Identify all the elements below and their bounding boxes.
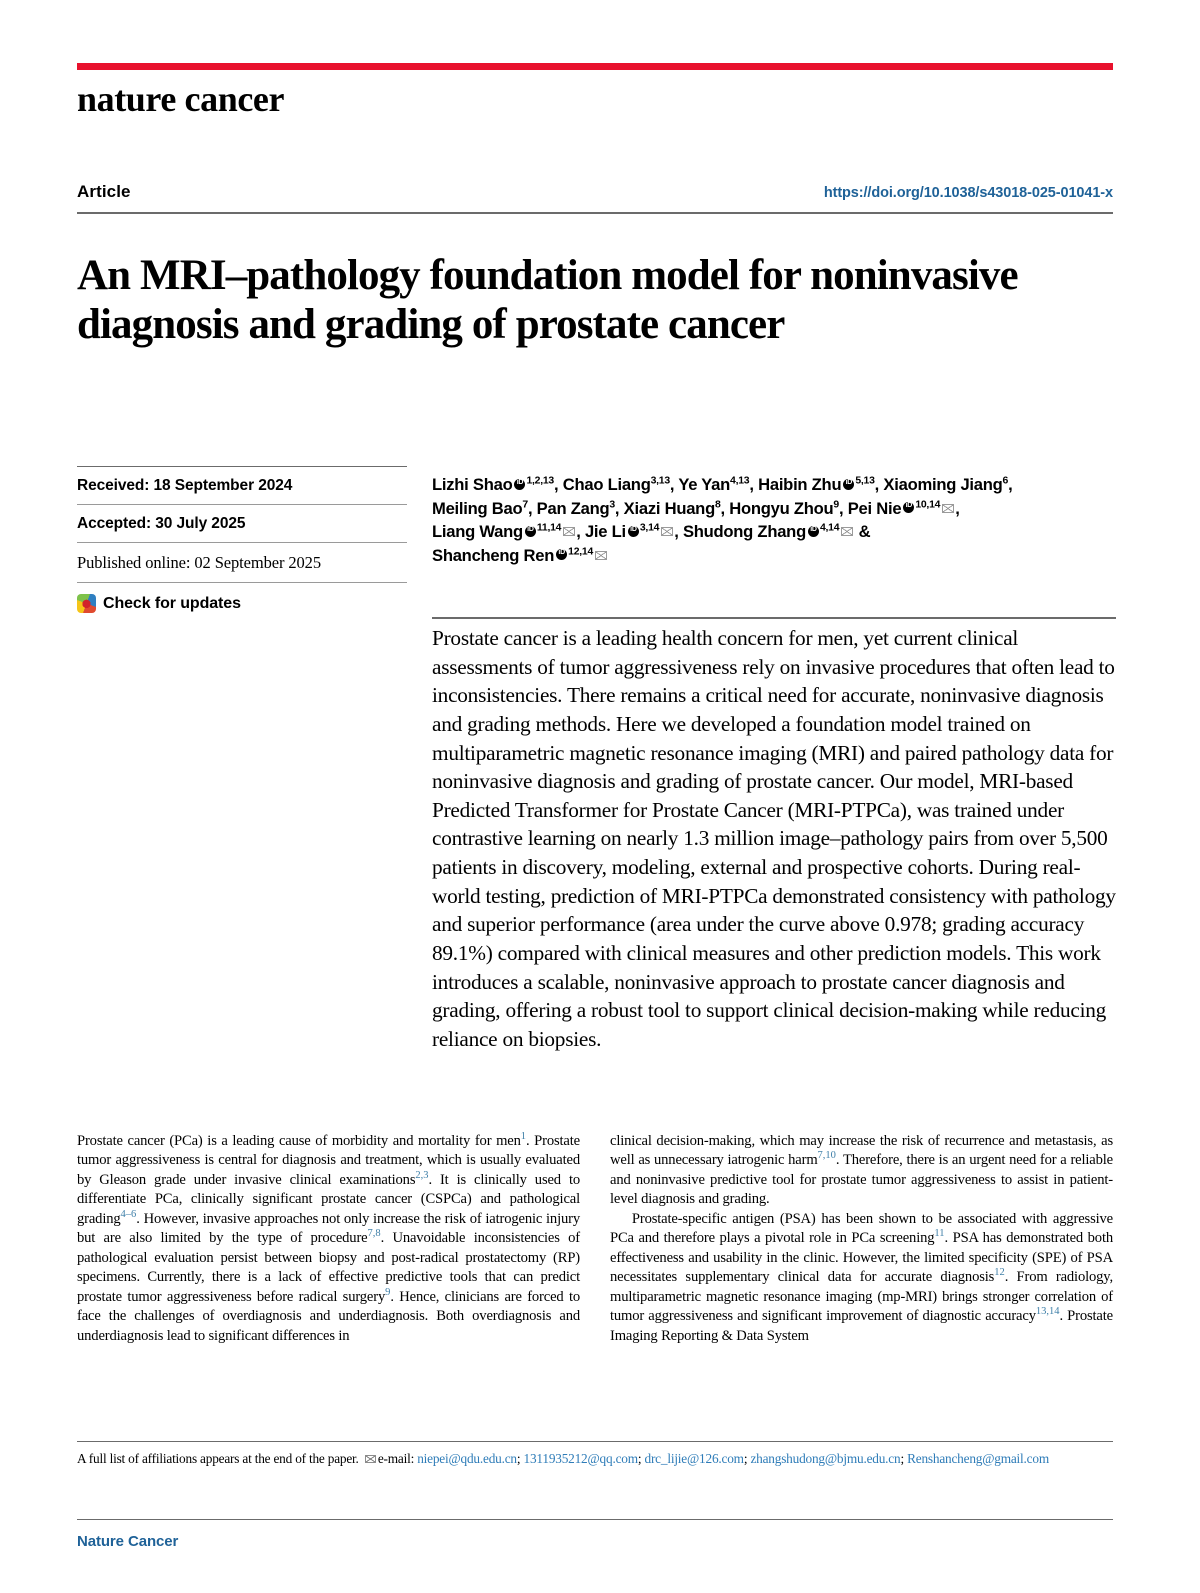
author-name: Hongyu Zhou [729, 498, 834, 518]
citation-reference[interactable]: 11 [934, 1228, 945, 1240]
affiliation-marker: 4,14 [819, 522, 840, 534]
author-name: Jie Li [584, 522, 626, 542]
body-paragraph: Prostate-specific antigen (PSA) has been shown to be associated with aggressive PCa and therefore plays a pivotal role in PCa screening$^{11}$. PSA has demonstrated both effectiveness and usability in the clinic. However, the limited specificity (SPE) of PSA necessitates supplementary clinical data for accurate diagnosis$^{12}$. From radiology, multiparametric magnetic resonance imaging (mp-MRI) brings stronger correlation of tumor aggressiveness and significant improvement of diagnostic accuracy$^{13,14}$. Prostate Imaging Reporting & Data System [610, 1210, 1114, 1344]
orcid-icon[interactable] [808, 526, 819, 537]
publication-history [77, 466, 407, 613]
body-paragraph: Prostate cancer (PCa) is a leading cause of morbidity and mortality for men$^1$. Prostate tumor aggressiveness is central for diagnosis and treatment, which is usually evaluated by Gleason grade under invasive clinical examinations$^{2,3}$. It is clinically used to differentiate PCa, clinically significant prostate cancer (CSPCa) and pathological grading$^{4-6}$. However, invasive approaches not only increase the risk of iatrogenic injury but are also limited by the type of procedure$^{7,8}$. Unavoidable inconsistencies of pathological evaluation persist between biopsy and post-radical prostatectomy (RP) specimens. Currently, there is a lack of effective predictive tools that can predict prostate tumor aggressiveness before radical surgery$^9$. Hence, clinicians are forced to face the challenges of overdiagnosis and underdiagnosis. Both overdiagnosis and underdiagnosis lead to significant differences in [77, 1131, 581, 1344]
citation-reference[interactable]: 13,14 [1035, 1306, 1060, 1318]
article-doi-row [77, 182, 1113, 202]
affiliation-marker: 11,14 [536, 522, 562, 534]
affiliation-marker: 10,14 [915, 499, 941, 511]
affiliation-marker: 6 [1002, 475, 1009, 487]
envelope-icon[interactable] [595, 551, 607, 560]
author-list [432, 473, 1116, 567]
journal-footer-name: Nature Cancer [77, 1533, 179, 1550]
orcid-icon[interactable] [628, 526, 639, 537]
crossmark-icon [77, 594, 96, 613]
citation-reference[interactable]: 12 [994, 1267, 1005, 1279]
check-for-updates-button[interactable] [77, 583, 407, 613]
abstract-divider [432, 617, 1116, 619]
envelope-icon[interactable] [563, 527, 575, 536]
accepted-date: Accepted: 30 July 2025 [77, 515, 246, 532]
published-date: Published online: 02 September 2025 [77, 553, 321, 572]
envelope-icon[interactable] [942, 504, 954, 513]
envelope-icon [365, 1455, 376, 1463]
doi-link[interactable]: https://doi.org/10.1038/s43018-025-01041-x [823, 185, 1113, 201]
affiliation-marker: 5,13 [855, 475, 875, 487]
author-line: Meiling Bao$^7$, Pan Zang$^3$, Xiazi Huang$^8$, Hongyu Zhou$^9$, Pei Nie iD $^{10,14}$ , [432, 497, 1116, 521]
author-name: Ye Yan [678, 475, 731, 494]
envelope-icon[interactable] [661, 527, 673, 536]
author-name: Xiaoming Jiang [883, 475, 1003, 494]
citation-reference[interactable]: 1 [520, 1131, 526, 1143]
affiliation-marker: 4,13 [730, 475, 750, 487]
author-name: Shancheng Ren [432, 545, 555, 565]
footer-divider [77, 1441, 1113, 1442]
author-name: Liang Wang [432, 522, 523, 542]
citation-reference[interactable]: 7,10 [817, 1150, 836, 1162]
orcid-icon[interactable] [514, 479, 525, 490]
email-link[interactable]: niepei@qdu.edu.cn [417, 1451, 517, 1466]
author-line [432, 544, 1116, 568]
author-name: Shudong Zhang [682, 522, 806, 542]
email-link[interactable]: zhangshudong@bjmu.edu.cn [750, 1451, 901, 1466]
bottom-divider [77, 1519, 1113, 1520]
header-divider [77, 212, 1113, 214]
author-name: Chao Liang [562, 475, 651, 494]
received-date: Received: 18 September 2024 [77, 477, 293, 494]
email-label: e-mail: [377, 1451, 418, 1466]
body-columns [77, 1132, 1114, 1346]
citation-reference[interactable]: 9 [385, 1286, 391, 1298]
nature-red-bar [77, 63, 1113, 70]
author-name: Pei Nie [847, 498, 902, 518]
author-name: Pan Zang [536, 498, 610, 518]
author-name: Meiling Bao [432, 498, 523, 518]
email-link[interactable]: 1311935212@qq.com [523, 1451, 638, 1466]
abstract-text: Prostate cancer is a leading health concern for men, yet current clinical assessments of tumor aggressiveness rely on invasive procedures that often lead to inconsistencies. There remains a critical need for accurate, noninvasive diagnosis and grading methods. Here we developed a foundation model trained on multiparametric magnetic resonance imaging (MRI) and paired pathology data for noninvasive diagnosis and grading of prostate cancer. Our model, MRI-based Predicted Transformer for Prostate Cancer (MRI-PTPCa), was trained under contrastive learning on nearly 1.3 million image–pathology pairs from over 5,500 patients in discovery, modeling, external and prospective cohorts. During real-world testing, prediction of MRI-PTPCa demonstrated consistency with pathology and superior performance (area under the curve above 0.978; grading accuracy 89.1%) compared with clinical measures and other prediction models. This work introduces a scalable, noninvasive approach to prostate cancer diagnosis and grading, offering a robust tool to support clinical decision-making while reducing reliance on biopsies. [432, 626, 1116, 1051]
author-line: Lizhi Shao iD $^{1,2,13}$, Chao Liang$^{3,13}$, Ye Yan$^{4,13}$, Haibin Zhu iD $^{5,13}$, Xiaoming Jiang$^6$, [432, 473, 1116, 497]
affiliation-marker: 1,2,13 [526, 475, 554, 487]
orcid-icon[interactable] [903, 502, 914, 513]
page-title: An MRI–pathology foundation model for noninvasive diagnosis and grading of prostate cancer [77, 251, 1018, 348]
orcid-icon[interactable] [843, 479, 854, 490]
author-name: Lizhi Shao [432, 475, 513, 494]
orcid-icon[interactable] [556, 549, 567, 560]
affiliation-marker: 12,14 [568, 546, 594, 558]
body-column-right [610, 1132, 1113, 1346]
affiliation-marker: 3 [609, 499, 615, 511]
affiliation-marker: 8 [714, 499, 721, 511]
body-column-left [77, 1132, 580, 1346]
citation-reference[interactable]: 7,8 [367, 1228, 381, 1240]
email-link[interactable]: drc_lijie@126.com [644, 1451, 744, 1466]
affiliation-marker: 3,14 [639, 522, 660, 534]
affiliations-note: A full list of affiliations appears at the end of the paper. [77, 1451, 362, 1466]
affiliation-marker: 3,13 [650, 475, 670, 487]
citation-reference[interactable]: 2,3 [415, 1170, 429, 1182]
affiliation-marker: 9 [833, 499, 839, 511]
email-link[interactable]: Renshancheng@gmail.com [907, 1451, 1049, 1466]
affiliation-marker: 7 [522, 499, 528, 511]
affiliations-and-email: A full list of affiliations appears at the end of the paper. e-mail: niepei@qdu.edu.cn; 1311935212@qq.com; drc_lijie@126.com; zhangshudong@bjmu.edu.cn; Renshancheng@gmail.com [77, 1451, 1049, 1466]
author-line: Liang Wang iD $^{11,14}$ , Jie Li iD $^{3,14}$ , Shudong Zhang iD $^{4,14}$ & [432, 520, 1116, 544]
orcid-icon[interactable] [525, 526, 536, 537]
author-name: Xiazi Huang [623, 498, 715, 518]
author-name: Haibin Zhu [758, 475, 842, 494]
envelope-icon[interactable] [841, 527, 853, 536]
check-for-updates-label: Check for updates [103, 594, 241, 612]
article-type-label: Article [77, 182, 131, 201]
citation-reference[interactable]: 4–6 [120, 1209, 137, 1221]
body-paragraph: clinical decision-making, which may increase the risk of recurrence and metastasis, as well as unnecessary iatrogenic harm$^{7,10}$. Therefore, there is an urgent need for a reliable and noninvasive predictive tool for prostate tumor aggressiveness to assist in patient-level diagnosis and grading. [610, 1133, 1113, 1208]
journal-masthead: nature cancer [77, 79, 285, 119]
